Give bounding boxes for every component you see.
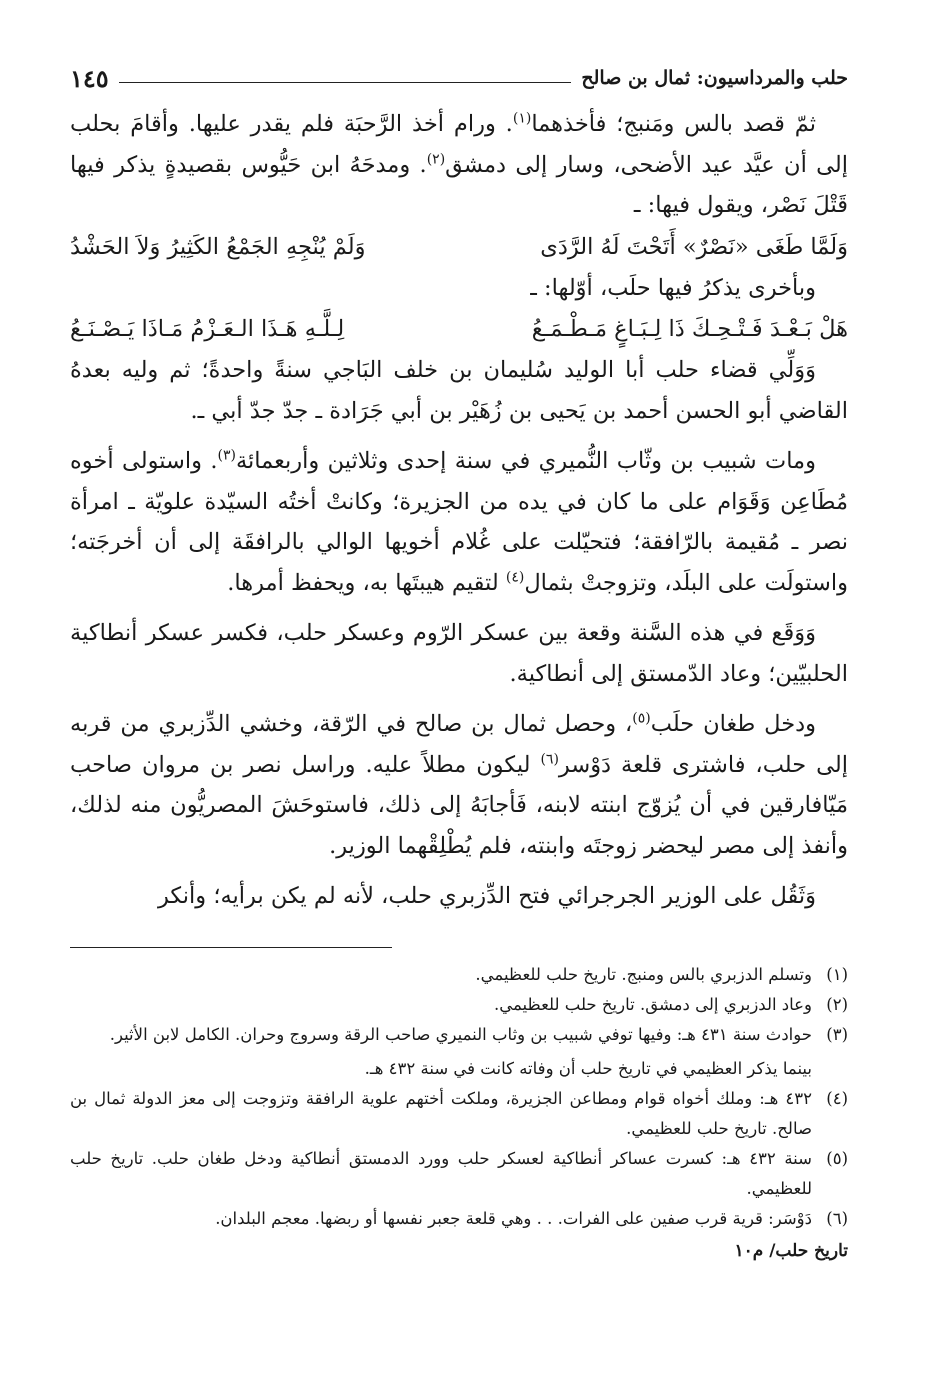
footnote-number: (٤) xyxy=(826,1088,848,1108)
footnote-3-continuation: بينما يذكر العظيمي في تاريخ حلب أن وفاته كانت في سنة ٤٣٢ هـ. xyxy=(364,1058,812,1078)
printer-signature: تاريخ حلب/ م١٠ xyxy=(734,1240,848,1261)
footnote-ref-4: (٤) xyxy=(505,569,525,585)
text-run: . ورام أخذ الرَّحبَة فلم يقدر عليها. وأقامَ بحلب إلى أن عيَّد عيد الأضحى، وسار إلى دمشق xyxy=(70,111,849,178)
page-number: ١٤٥ xyxy=(70,63,109,93)
page-header xyxy=(70,58,848,98)
text-run: ومات شبيب بن وثّاب النُّميري في سنة إحدى وثلاثين وأربعمائة xyxy=(235,448,816,474)
footnote-4 xyxy=(70,1084,848,1144)
verse-hemistich-second: وَلَمْ يُنْجِهِ الجَمْعُ الكَثِيرُ وَلاَ الحَشْدُ xyxy=(70,233,366,260)
footnote-separator xyxy=(70,947,392,948)
verse-hemistich-first: هَلْ بَـعْـدَ فَـتْـحِـكَ ذَا لِـبَـاغٍ مَـطْـمَـعُ xyxy=(531,316,848,342)
footnote-3 xyxy=(70,1020,848,1050)
footnote-text: حوادث سنة ٤٣١ هـ: وفيها توفي شبيب بن وثاب النميري صاحب الرقة وسروج وحران. الكامل لابن الأثير. xyxy=(109,1024,812,1044)
header-rule xyxy=(119,82,572,83)
footnote-text: دَوْسَر: قرية قرب صفين على الفرات. . . وهي قلعة جعبر نفسها أو ربضها. معجم البلدان. xyxy=(215,1208,812,1228)
footnote-ref-2: (٢) xyxy=(426,151,446,167)
footnote-ref-3: (٣) xyxy=(217,447,236,464)
paragraph-1 xyxy=(70,104,848,226)
book-page xyxy=(70,58,848,1264)
text-run: ليكون مطلاً عليه. وراسل نصر بن مروان صاحب مَيّافارقين في أن يُزوّج ابنته لابنه، فَأجابَهُ إلى ذلك، فاستوحَشَ المصريُّون منه لذلك، وأنفذ إلى مصر ليحضر زوجتَه وابنته، فلم يُطْلِقْهما الوزير. xyxy=(70,751,848,859)
poem-verse-1 xyxy=(70,226,848,268)
text-run: . واستولى أخوه مُطَاعِن وَقَوَام على ما كان في يده من الجزيرة؛ وكانتْ أختُه السيّدة علويّة ـ امرأة نصر ـ مُقيمة بالرّافقة؛ فتحيّلت على غُلام أخويها الوالي بالرافقَة إلى أن أخرجَته؛ واستولَت على البلَد، وتزوجتْ بثمال xyxy=(70,448,848,596)
footnote-6 xyxy=(70,1204,848,1234)
footnote-text: ٤٣٢ هـ: وملك أخواه قوام ومطاعن الجزيرة، وملكت أختهم علوية الرافقة وتزوجت إلى معز الدولة ثمال بن صالح. تاريخ حلب للعظيمي. xyxy=(70,1088,812,1138)
paragraph-6 xyxy=(70,704,848,866)
verse-hemistich-first: وَلَمَّا طَغَى «نَصْرٌ» أَتَحْتَ لَهُ الرَّدَى xyxy=(540,233,848,260)
footnote-1 xyxy=(70,960,848,990)
footnote-ref-6: (٦) xyxy=(540,751,559,767)
footnote-ref-5: (٥) xyxy=(632,710,651,727)
text-run: . ومدحَهُ ابن حَيُّوس بقصيدةٍ يذكر فيها قَتْلَ نَصْر، ويقول فيها: ـ xyxy=(70,151,848,218)
paragraph-4 xyxy=(70,441,848,603)
footnote-number: (١) xyxy=(826,964,848,984)
main-text xyxy=(70,104,848,917)
text-run: ودخل طغان حلَب xyxy=(650,711,816,737)
text-run: ، وحصل ثمال بن صالح في الرّقة، وخشي الدِّزبري من قربه إلى حلب، فاشترى قلعة دَوْسر xyxy=(70,711,848,778)
footnote-5 xyxy=(70,1144,848,1204)
footnote-2 xyxy=(70,990,848,1020)
footnote-number: (٥) xyxy=(826,1148,848,1168)
footnote-text: سنة ٤٣٢ هـ: كسرت عساكر أنطاكية لعسكر حلب وورد الدمستق أنطاكية ودخل طغان حلب. تاريخ حلب للعظيمي. xyxy=(70,1148,812,1198)
footnotes xyxy=(70,960,848,1234)
running-title: حلب والمرداسيون: ثمال بن صالح xyxy=(581,67,848,89)
footnote-number: (٢) xyxy=(826,994,848,1014)
poem-verse-2 xyxy=(70,308,848,350)
footnote-number: (٣) xyxy=(826,1024,848,1044)
verse-hemistich-second: لِـلَّـهِ هَـذَا الـعَـزْمُ مَـاذَا يَـصْـنَـعُ xyxy=(70,316,345,342)
footnote-text: وتسلم الدزبري بالس ومنبج. تاريخ حلب للعظيمي. xyxy=(475,964,812,984)
paragraph-2: وبأخرى يذكرُ فيها حلَب، أوّلها: ـ xyxy=(530,274,816,301)
footnote-number: (٦) xyxy=(826,1208,848,1228)
footnote-ref-1: (١) xyxy=(512,110,532,127)
text-run: ثمّ قصد بالس ومَنبج؛ فأخذهما xyxy=(531,111,817,137)
paragraph-5: وَوَقَع في هذه السَّنة وقعة بين عسكر الرّوم وعسكر حلب، فكسر عسكر أنطاكية الحلبيّين؛ وعاد الدّمستق إلى أنطاكية. xyxy=(70,620,848,687)
text-run: لتقيم هيبتَها به، ويحفظ أمرها. xyxy=(227,569,506,596)
paragraph-7: وَثَقُل على الوزير الجرجرائي فتح الدِّزبري حلب، لأنه لم يكن برأيه؛ وأنكر xyxy=(157,883,816,909)
footnote-text: وعاد الدزبري إلى دمشق. تاريخ حلب للعظيمي. xyxy=(494,994,812,1014)
paragraph-3: وَوَلِّي قضاء حلب أبا الوليد سُليمان بن خلف البَاجي سنةً واحدةً؛ ثم وليه بعدهُ القاضي أبو الحسن أحمد بن يَحيى بن زُهَيْر بن أبي جَرَادة ـ جدّ جدّ أبي ـ. xyxy=(70,357,848,424)
